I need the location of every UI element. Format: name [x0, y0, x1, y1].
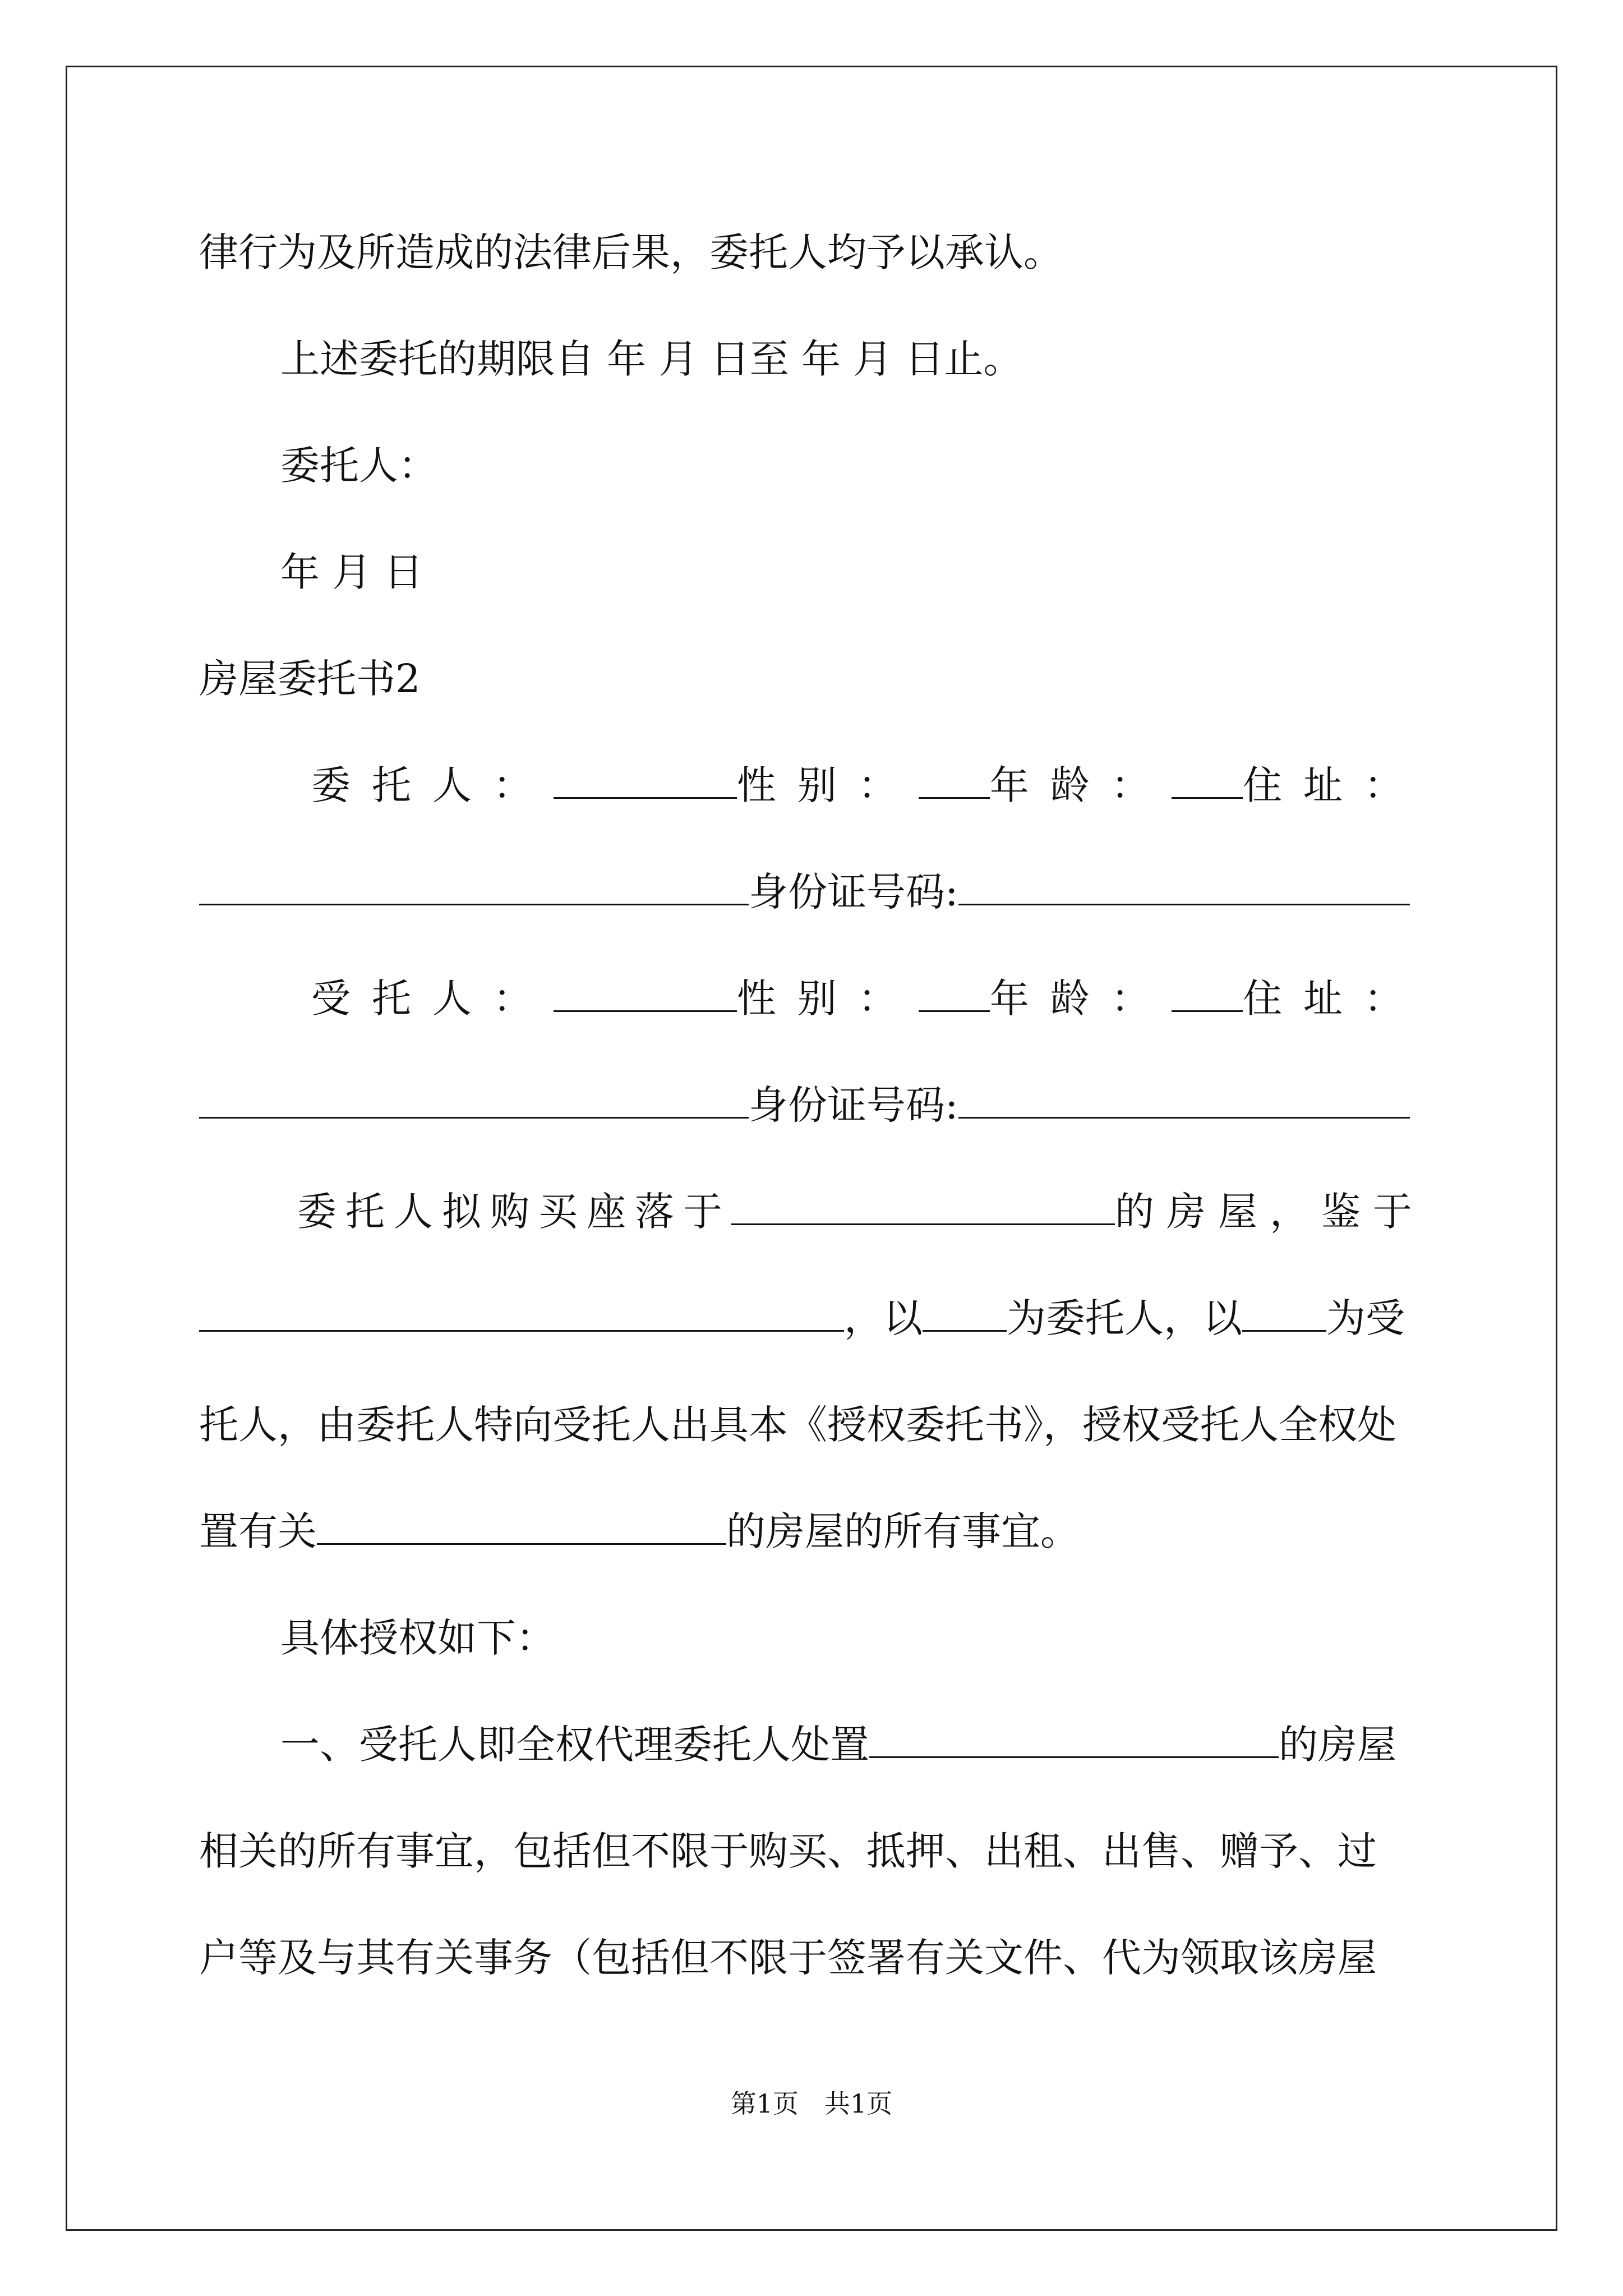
date-line: 年 月 日	[280, 549, 423, 595]
page-border	[66, 66, 1557, 2231]
text-line: 律行为及所造成的法律后果，委托人均予以承认。	[199, 229, 1063, 275]
agent-label: 受托人：	[311, 976, 554, 1022]
id-label: 身份证号码:	[749, 869, 958, 915]
principal-blank	[923, 1291, 1007, 1332]
gender-label: 性别：	[736, 762, 919, 808]
age-blank	[1172, 971, 1243, 1012]
gender-blank	[919, 758, 990, 799]
agent-row	[311, 968, 1424, 1029]
agent-name-blank	[554, 971, 737, 1012]
age-label: 年龄：	[989, 762, 1172, 808]
address-label: 住址：	[1243, 762, 1424, 808]
paragraph-line	[297, 1181, 1424, 1243]
gender-blank	[919, 971, 990, 1012]
item1-line	[280, 1714, 1424, 1775]
principal-name-blank	[554, 758, 737, 799]
term-line: 上述委托的期限自 年 月 日至 年 月 日止。	[280, 336, 1023, 382]
agent-blank	[1242, 1291, 1326, 1332]
page-footer: 第1页 共1页	[730, 2088, 893, 2119]
section-title: 房屋委托书2	[199, 656, 421, 702]
property-blank	[317, 1504, 726, 1545]
principal-id-blank	[958, 864, 1410, 905]
specific-heading: 具体授权如下：	[280, 1615, 555, 1661]
para-d1: 置有关	[199, 1508, 317, 1554]
signer-label: 委托人：	[280, 443, 437, 489]
principal-address-blank	[199, 864, 749, 905]
para-a1: 委托人拟购买座落于	[297, 1189, 731, 1235]
id-label: 身份证号码:	[749, 1082, 958, 1128]
age-label: 年龄：	[989, 976, 1172, 1022]
item1-line: 相关的所有事宜，包括但不限于购买、抵押、出租、出售、赠予、过	[199, 1828, 1377, 1874]
para-b1: ，以	[844, 1295, 923, 1341]
para-a2: 的房屋，鉴于	[1115, 1189, 1424, 1235]
para-b2: 为委托人，以	[1007, 1295, 1242, 1341]
age-blank	[1172, 758, 1243, 799]
item1-a: 一、受托人即全权代理委托人处置	[280, 1722, 869, 1768]
property-location-blank	[731, 1184, 1115, 1225]
item1-b: 的房屋	[1279, 1722, 1396, 1768]
gender-label: 性别：	[736, 976, 919, 1022]
address-label: 住址：	[1243, 976, 1424, 1022]
paragraph-line	[199, 1501, 1424, 1562]
para-b3: 为受	[1326, 1295, 1405, 1341]
principal-id-row	[199, 861, 1424, 923]
item1-property-blank	[869, 1717, 1279, 1758]
agent-address-blank	[199, 1078, 749, 1119]
principal-label: 委托人：	[311, 762, 554, 808]
paragraph-line: 托人，由委托人特向受托人出具本《授权委托书》，授权受托人全权处	[199, 1402, 1396, 1448]
reason-blank	[199, 1291, 844, 1332]
para-d2: 的房屋的所有事宜。	[726, 1508, 1080, 1554]
agent-id-row	[199, 1074, 1424, 1136]
principal-row	[311, 754, 1424, 816]
paragraph-line	[199, 1287, 1424, 1349]
item1-line: 户等及与其有关事务（包括但不限于签署有关文件、代为领取该房屋	[199, 1935, 1377, 1981]
agent-id-blank	[958, 1078, 1410, 1119]
